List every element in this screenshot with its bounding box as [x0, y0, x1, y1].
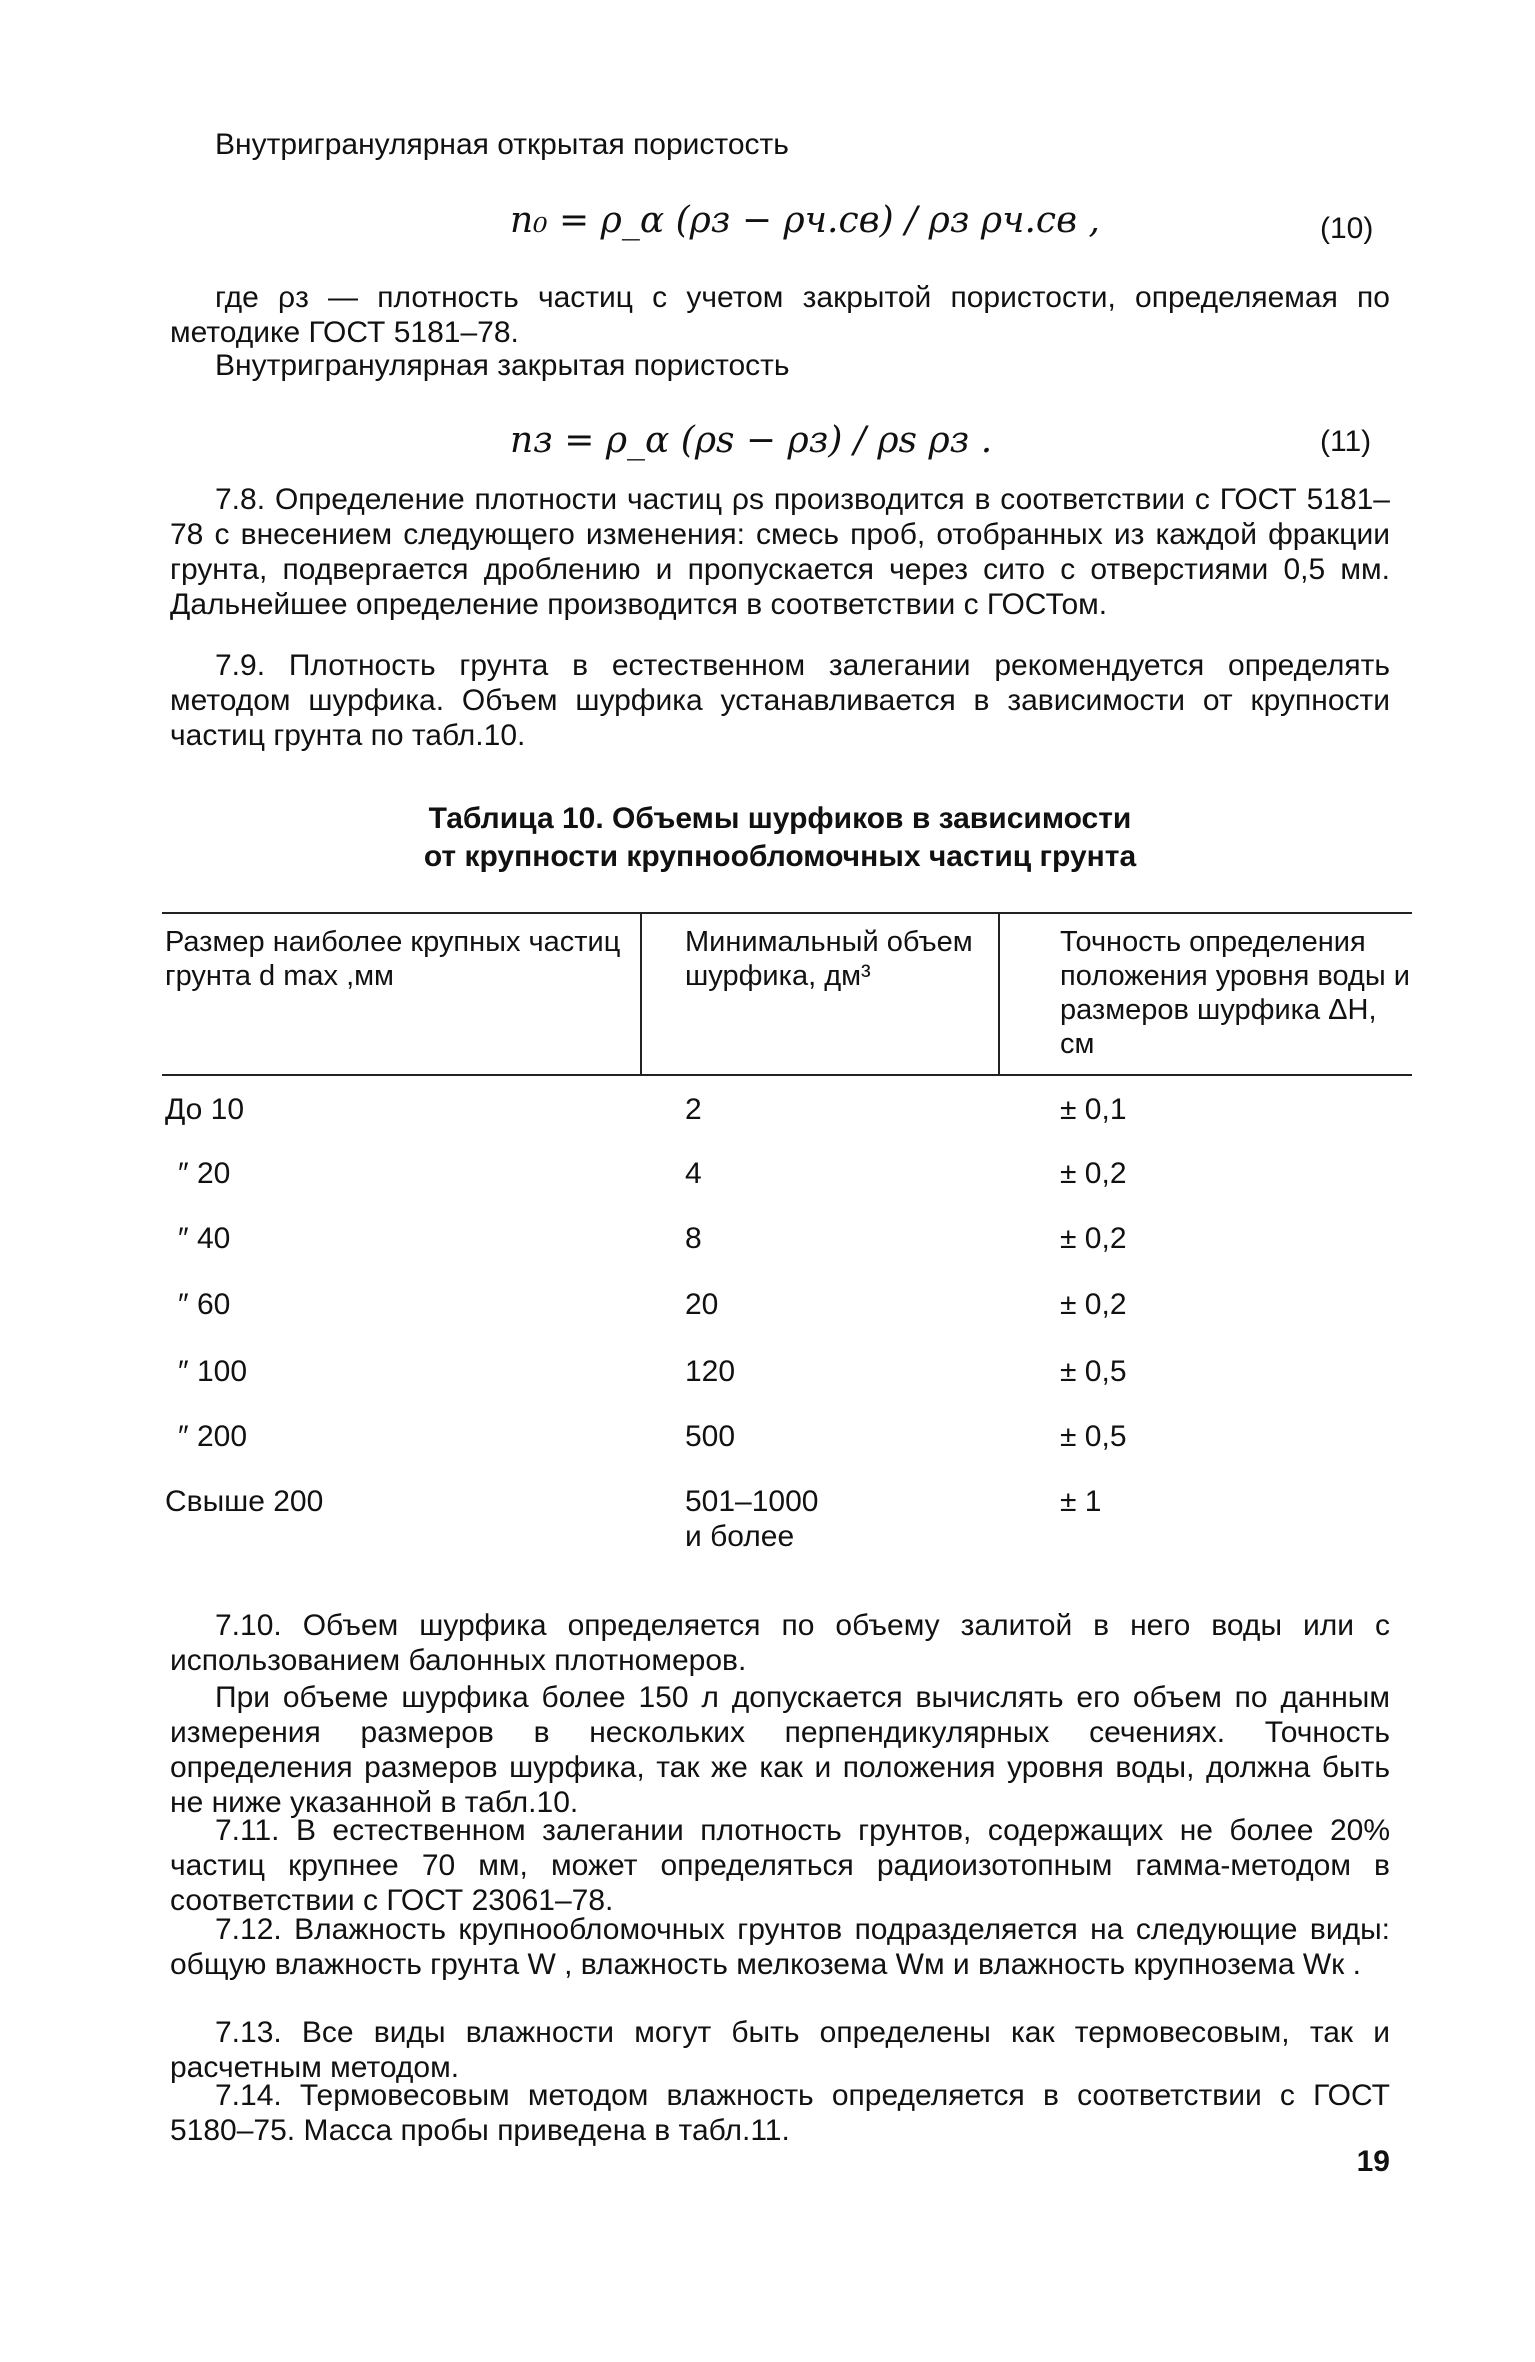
paragraph-7-14: 7.14. Термовесовым методом влажность определяется в соответствии с ГОСТ 5180–75. Масса пробы приведена в табл.11. [170, 2079, 1390, 2147]
paragraph-7-13: 7.13. Все виды влажности могут быть определены как термовесовым, так и расчетным методом. [170, 2016, 1390, 2084]
row-size: Свыше 200 [165, 1485, 324, 1518]
paragraph-7-10: 7.10. Объем шурфика определяется по объему залитой в него воды или с использованием балонных плотномеров. [170, 1609, 1390, 1677]
row-accuracy: ± 0,2 [1060, 1157, 1127, 1190]
row-accuracy: ± 0,5 [1060, 1420, 1127, 1453]
table-header-rule [162, 1074, 1412, 1076]
equation-number-11: (11) [1320, 425, 1372, 458]
row-volume: 2 [685, 1093, 702, 1126]
table-column-divider-2 [998, 912, 1000, 1074]
formula-11: nз = ρ_α (ρs − ρз) / ρs ρз . [510, 420, 993, 461]
row-size: ″ 40 [178, 1222, 231, 1255]
row-size: ″ 100 [178, 1355, 248, 1388]
table-header-accuracy: Точность определения положения уровня воды и размеров шурфика ΔH, см [1060, 926, 1410, 1060]
row-size: ″ 20 [178, 1157, 231, 1190]
row-accuracy: ± 0,1 [1060, 1093, 1127, 1126]
table-column-divider-1 [640, 912, 642, 1074]
equation-number-10: (10) [1320, 212, 1374, 245]
page-number: 19 [1356, 2145, 1390, 2178]
row-accuracy: ± 0,5 [1060, 1355, 1127, 1388]
where-definition: где ρз — плотность частиц с учетом закрытой пористости, определяемая по методике ГОСТ 5181–78. [170, 281, 1390, 349]
row-size: До 10 [165, 1093, 245, 1126]
row-volume: 120 [685, 1355, 736, 1388]
row-volume-continued: и более [685, 1520, 795, 1553]
row-volume: 4 [685, 1157, 702, 1190]
row-size: ″ 200 [178, 1420, 248, 1453]
paragraph-7-12: 7.12. Влажность крупнообломочных грунтов подразделяется на следующие виды: общую влажность грунта W , влажность мелкозема Wм и влажность крупнозема Wк . [170, 1913, 1390, 1981]
heading-open-porosity: Внутригранулярная открытая пористость [215, 128, 789, 161]
heading-closed-porosity: Внутригранулярная закрытая пористость [215, 349, 790, 382]
table-caption-line2: от крупности крупнообломочных частиц грунта [423, 840, 1137, 873]
row-accuracy: ± 1 [1060, 1485, 1102, 1518]
table-top-rule [162, 912, 1412, 914]
row-accuracy: ± 0,2 [1060, 1222, 1127, 1255]
paragraph-7-11: 7.11. В естественном залегании плотность грунтов, содержащих не более 20% частиц крупнее 70 мм, может определяться радиоизотопным гамма-методом в соответствии с ГОСТ 23061–78. [170, 1814, 1390, 1917]
row-volume: 500 [685, 1420, 736, 1453]
paragraph-volume-calculation: При объеме шурфика более 150 л допускается вычислять его объем по данным измерения размеров в нескольких перпендикулярных сечениях. Точность определения размеров шурфика, так же как и положения уровня воды, должна быть не ниже указанной в табл.10. [170, 1681, 1390, 1819]
table-caption-line1: Таблица 10. Объемы шурфиков в зависимости [428, 802, 1132, 835]
table-header-size: Размер наиболее крупных частиц грунта d max ,мм [165, 926, 621, 992]
row-size: ″ 60 [178, 1288, 231, 1321]
table-header-volume: Минимальный объем шурфика, дм³ [685, 926, 973, 992]
formula-10: n₀ = ρ_α (ρз − ρч.св) / ρз ρч.св , [510, 200, 1100, 241]
paragraph-7-8: 7.8. Определение плотности частиц ρs производится в соответствии с ГОСТ 5181–78 с внесением следующего изменения: смесь проб, отобранных из каждой фракции грунта, подвергается дроблению и пропускается через сито с отверстиями 0,5 мм. Дальнейшее определение производится в соответствии с ГОСТом. [170, 483, 1390, 621]
row-volume: 501–1000 [685, 1485, 819, 1518]
row-volume: 8 [685, 1222, 702, 1255]
row-accuracy: ± 0,2 [1060, 1288, 1127, 1321]
row-volume: 20 [685, 1288, 719, 1321]
paragraph-7-9: 7.9. Плотность грунта в естественном залегании рекомендуется определять методом шурфика. Объем шурфика устанавливается в зависимости от крупности частиц грунта по табл.10. [170, 649, 1390, 752]
